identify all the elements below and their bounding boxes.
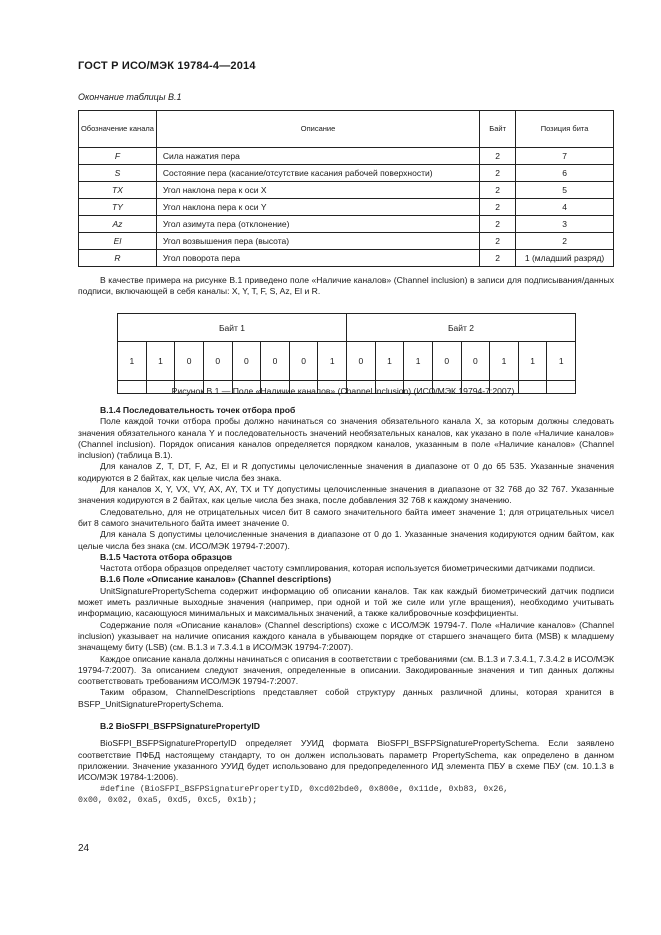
column-header-symbol: Обозначение канала (79, 111, 157, 148)
table-row (79, 250, 614, 267)
table-row (79, 165, 614, 182)
code-line: 0x00, 0x02, 0xa5, 0xd5, 0xc5, 0x1b); (78, 796, 258, 805)
bit-cell: 0 (232, 342, 261, 381)
section-title: В.1.6 Поле «Описание каналов» (Channel descriptions) (100, 574, 332, 585)
bit-cell: 0 (289, 342, 318, 381)
section-title: В.1.5 Частота отбора образцов (100, 551, 233, 562)
column-header-description: Описание (156, 111, 479, 148)
cell-symbol: F (79, 148, 157, 165)
table-caption: Окончание таблицы В.1 (78, 92, 182, 102)
bit-cell: 1 (318, 342, 347, 381)
cell-byte: 2 (480, 233, 516, 250)
cell-description: Угол наклона пера к оси X (156, 182, 479, 199)
byte1-label: Байт 1 (118, 314, 347, 342)
table-row (79, 199, 614, 216)
section-title: В.2 BioSFPI_BSFPSignaturePropertyID (100, 721, 260, 732)
cell-symbol: El (79, 233, 157, 250)
paragraph: Каждое описание канала должны начинаться с описания в соответствии с требованиями (см. В.1.3 и 7.3.4.1, 7.3.4.2 в ИСО/МЭК 19794-7:2007). За описанием следуют значения, определенные в описании. Закодированные значения и тип данных должны соответствовать требованиям ИСО/МЭК 19794-7:2007. (78, 653, 614, 687)
bit-cell: 0 (261, 342, 290, 381)
cell-description: Угол азимута пера (отклонение) (156, 216, 479, 233)
cell-bit: 6 (516, 165, 614, 182)
table-row (79, 216, 614, 233)
cell-symbol: TY (79, 199, 157, 216)
cell-description: Угол поворота пера (156, 250, 479, 267)
cell-bit: 3 (516, 216, 614, 233)
intro-paragraph: В качестве примера на рисунке В.1 приведено поле «Наличие каналов» (Channel inclusion) в записи для подписывания/данных подписи, включающей в себя каналы: X, Y, T, F, S, Az, El и R. (78, 275, 614, 297)
page-number: 24 (78, 843, 90, 854)
bit-cell: 1 (375, 342, 404, 381)
bit-cell: 1 (404, 342, 433, 381)
bit-cell: 0 (175, 342, 204, 381)
cell-symbol: R (79, 250, 157, 267)
paragraph: Для каналов Z, T, DT, F, Az, El и R допустимы целочисленные значения в диапазоне от 0 до 65 535. Указанные значения кодируются в 2 байтах, как целые числа без знака. (78, 461, 614, 483)
cell-byte: 2 (480, 216, 516, 233)
cell-byte: 2 (480, 148, 516, 165)
bit-cell: 1 (146, 342, 175, 381)
bit-cell: 0 (432, 342, 461, 381)
channel-table (78, 110, 614, 267)
bit-cell: 1 (118, 342, 147, 381)
cell-description: Сила нажатия пера (156, 148, 479, 165)
bit-cell: 1 (547, 342, 576, 381)
paragraph: UnitSignaturePropertySchema содержит информацию об описании каналов. Так как каждый биометрический датчик подписи может иметь различные выходные значения (например, при одной и той же силе или угле вращения), необходимо учитывать информацию, касающуюся минимальных и максимальных значений, а также калибровочные коэффициенты. (78, 585, 614, 619)
paragraph: Для канала S допустимы целочисленные значения в диапазоне от 0 до 1. Указанные значения кодируются одним байтом, как целые числа без знака (см. ИСО/МЭК 19794-7:2007). (78, 529, 614, 551)
paragraph: Для каналов X, Y, VX, VY, AX, AY, TX и TY допустимы целочисленные значения в диапазоне от 32 768 до 32 767. Указанные значения кодируются в 2 байтах, как целые числа без знака, после добавления 32 768 к каждому значению. (78, 484, 614, 506)
cell-description: Угол наклона пера к оси Y (156, 199, 479, 216)
code-line: #define (BioSFPI_BSFPSignaturePropertyID, 0xcd02bde0, 0x800e, 0x11de, 0xb83, 0x26, (100, 784, 509, 794)
table-row (79, 148, 614, 165)
table-row (79, 233, 614, 250)
byte2-label: Байт 2 (347, 314, 576, 342)
column-header-bit: Позиция бита (516, 111, 614, 148)
cell-bit: 2 (516, 233, 614, 250)
cell-symbol: Az (79, 216, 157, 233)
column-header-byte: Байт (480, 111, 516, 148)
paragraph: BioSFPI_BSFPSignaturePropertyID определяет УУИД формата BioSFPI_BSFPSignaturePropertySchema. Если заявлено соответствие ПФБД настоящему стандарту, то он должен использовать параметр PropertySchema, как определено в данном приложении. Значение указанного УУИД будет использовано для предопределенного ИД элемента ПБУ в схеме ПБУ (см. 10.1.3 в ИСО/МЭК 19784-1:2006). (78, 738, 614, 783)
cell-description: Угол возвышения пера (высота) (156, 233, 479, 250)
bit-cell: 1 (518, 342, 547, 381)
cell-bit: 5 (516, 182, 614, 199)
cell-symbol: S (79, 165, 157, 182)
document-header: ГОСТ Р ИСО/МЭК 19784-4—2014 (78, 60, 256, 72)
bit-cell: 1 (490, 342, 519, 381)
section-title: В.1.4 Последовательность точек отбора проб (100, 405, 296, 415)
cell-byte: 2 (480, 250, 516, 267)
cell-byte: 2 (480, 165, 516, 182)
cell-description: Состояние пера (касание/отсутствие касания рабочей поверхности) (156, 165, 479, 182)
cell-symbol: TX (79, 182, 157, 199)
paragraph: Таким образом, ChannelDescriptions представляет собой структуру данных различной длины, которая хранится в BSFP_UnitSignaturePropertySchema. (78, 687, 614, 709)
bit-cell: 0 (347, 342, 376, 381)
figure-caption: Рисунок В.1 — Поле «Наличие каналов» (Channel inclusion) (ИСО/МЭК 19794-7:2007) (171, 386, 515, 396)
paragraph: Следовательно, для не отрицательных чисел бит 8 самого значительного байта имеет значение 1; для отрицательных чисел бит 8 самого значительного байта имеет значение 0. (78, 506, 614, 528)
cell-bit: 4 (516, 199, 614, 216)
bit-cell: 0 (203, 342, 232, 381)
cell-byte: 2 (480, 182, 516, 199)
channel-inclusion-figure (117, 313, 576, 394)
cell-bit: 7 (516, 148, 614, 165)
bit-cell: 0 (461, 342, 490, 381)
body-text (78, 405, 614, 807)
paragraph: Поле каждой точки отбора пробы должно начинаться со значения обязательного канала X, за которым должны следовать значения обязательного канала Y и последовательность значений необязательных каналов, как указано в поле «Наличие каналов» (Channel inclusion). Порядок описания каналов определяется порядком каналов, указанным в поле «Наличие каналов» (Channel inclusion) (таблица В.1). (78, 416, 614, 461)
cell-bit: 1 (младший разряд) (516, 250, 614, 267)
cell-byte: 2 (480, 199, 516, 216)
table-row (79, 182, 614, 199)
paragraph: Содержание поля «Описание каналов» (Channel descriptions) схоже с ИСО/МЭК 19794-7. Поле «Наличие каналов» (Channel inclusion) указывает на наличие описания каждого канала в убывающем порядке от старшего значащего бита (MSB) к младшему значащему биту (LSB) (см. В.1.3 и 7.3.4.1 в ИСО/МЭК 19794-7:2007). (78, 619, 614, 653)
table-header-row (79, 111, 614, 148)
paragraph: Частота отбора образцов определяет частоту сэмплирования, которая используется биометрическими датчиками подписи. (100, 563, 596, 574)
